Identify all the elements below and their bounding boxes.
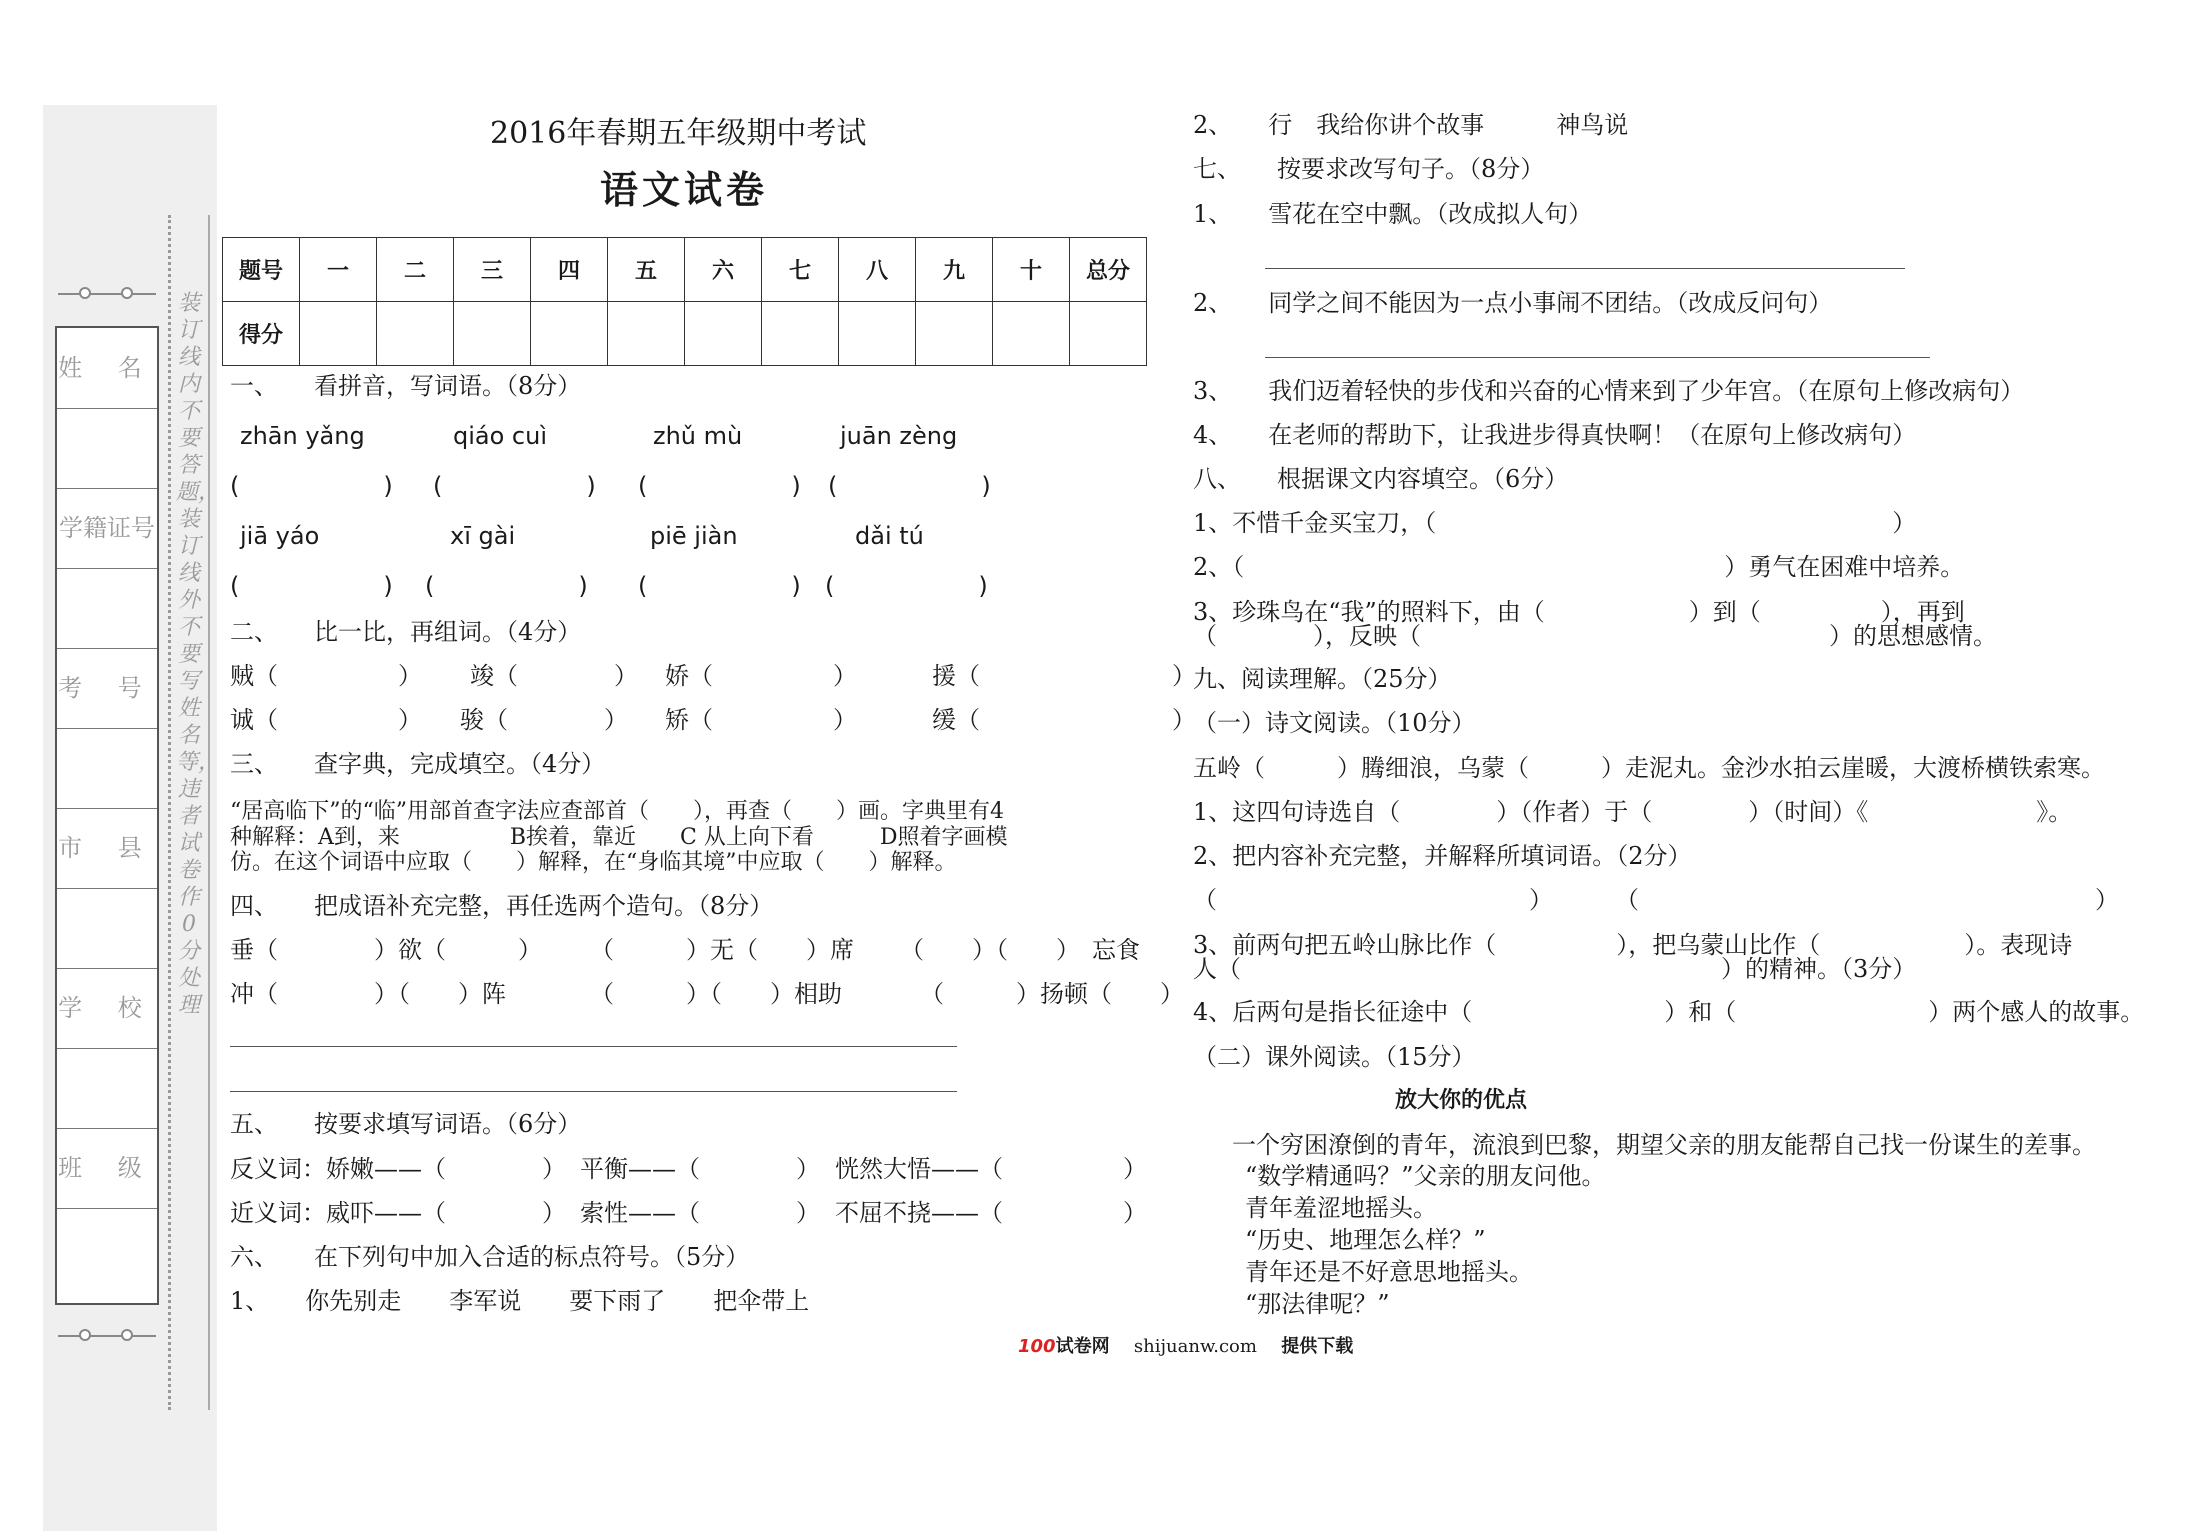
story-paragraph: “那法律呢？” <box>1245 1290 1390 1318</box>
score-row-label: 得分 <box>223 302 300 366</box>
score-cell[interactable] <box>762 302 839 366</box>
idiom-item[interactable]: （ ）（ ）相助 <box>590 980 842 1008</box>
compare-item[interactable]: 骏（ ） <box>460 706 628 734</box>
compare-item[interactable]: 诚（ ） <box>230 706 422 734</box>
rewrite-answer-line[interactable] <box>1265 268 1905 269</box>
site-url: shijuanw.com <box>1133 1336 1257 1357</box>
footer-watermark <box>1018 1338 1353 1357</box>
score-header: 八 <box>839 238 916 302</box>
score-cell[interactable] <box>300 302 377 366</box>
section-6-title: 六、 在下列句中加入合适的标点符号。（5分） <box>230 1243 750 1271</box>
score-header: 一 <box>300 238 377 302</box>
recitation-item[interactable]: 1、不惜千金买宝刀，（ ） <box>1193 509 1917 537</box>
idiom-item[interactable]: 垂（ ）欲（ ） <box>230 936 542 964</box>
word-item[interactable]: 近义词：威吓——（ ） <box>230 1199 566 1227</box>
pinyin: piē jiàn <box>650 522 738 550</box>
score-header: 二 <box>377 238 454 302</box>
rewrite-answer-line[interactable] <box>1265 357 1930 358</box>
compare-item[interactable]: 援（ ） <box>932 662 1196 690</box>
ornament-dot <box>79 287 91 299</box>
score-cell[interactable] <box>377 302 454 366</box>
pinyin: qiáo cuì <box>453 422 547 450</box>
rewrite-question: 1、 雪花在空中飘。（改成拟人句） <box>1193 200 1593 228</box>
poem-reading-title: （一）诗文阅读。（10分） <box>1193 709 1476 737</box>
ornament-dot <box>121 287 133 299</box>
binding-dotted-line <box>168 215 171 1410</box>
score-cell[interactable] <box>608 302 685 366</box>
dictionary-question: “居高临下”的“临”用部首查字法应查部首（ ），再查（ ）画。字典里有4 <box>230 799 1004 824</box>
rewrite-question: 3、 我们迈着轻快的步伐和兴奋的心情来到了少年宫。（在原句上修改病句） <box>1193 377 2025 405</box>
pinyin: dǎi tú <box>855 522 924 550</box>
story-paragraph: 青年羞涩地摇头。 <box>1245 1194 1437 1222</box>
word-item[interactable]: 反义词：娇嫩——（ ） <box>230 1155 566 1183</box>
idiom-item[interactable]: （ ）无（ ）席 <box>590 936 854 964</box>
answer-bracket[interactable]: ( ) <box>433 472 596 500</box>
poem-question[interactable]: 4、后两句是指长征途中（ ）和（ ）两个感人的故事。 <box>1193 998 2145 1026</box>
student-id-field-input[interactable] <box>57 568 157 649</box>
recitation-item[interactable]: 3、珍珠鸟在“我”的照料下，由（ ）到（ ），再到 <box>1193 598 1965 626</box>
idiom-item[interactable]: 冲（ ）（ ）阵 <box>230 980 506 1008</box>
score-header: 十 <box>993 238 1070 302</box>
compare-item[interactable]: 竣（ ） <box>470 662 638 690</box>
score-header: 三 <box>454 238 531 302</box>
poem-question[interactable]: 3、前两句把五岭山脉比作（ ），把乌蒙山比作（ ）。表现诗 <box>1193 931 2073 959</box>
score-cell[interactable] <box>839 302 916 366</box>
pinyin: zhǔ mù <box>653 422 743 450</box>
compare-item[interactable]: 娇（ ） <box>665 662 857 690</box>
ornament-dot <box>79 1329 91 1341</box>
answer-bracket[interactable]: ( ) <box>825 572 988 600</box>
score-cell[interactable] <box>685 302 762 366</box>
poem-text: 五岭（ ）腾细浪，乌蒙（ ）走泥丸。金沙水拍云崖暖，大渡桥横铁索寒。 <box>1193 754 2105 782</box>
name-field-label: 姓 名 <box>57 328 157 409</box>
site-logo-text: 试卷网 <box>1055 1336 1110 1357</box>
answer-bracket[interactable]: ( ) <box>425 572 588 600</box>
punctuation-question: 1、 你先别走 李军说 要下雨了 把伞带上 <box>230 1287 810 1315</box>
recitation-item[interactable]: （ ），反映（ ）的思想感情。 <box>1193 622 1997 650</box>
ornament-bottom <box>58 1335 156 1337</box>
compare-item[interactable]: 缓（ ） <box>932 706 1196 734</box>
score-table <box>222 237 1147 366</box>
story-paragraph: 一个穷困潦倒的青年，流浪到巴黎，期望父亲的朋友能帮自己找一份谋生的差事。 <box>1232 1131 2096 1159</box>
city-county-field-input[interactable] <box>57 888 157 969</box>
score-cell[interactable] <box>454 302 531 366</box>
section-9-title: 九、阅读理解。（25分） <box>1193 665 1452 693</box>
poem-question[interactable]: 人（ ）的精神。（3分） <box>1193 955 1917 983</box>
download-note: 提供下载 <box>1281 1336 1354 1357</box>
exam-number-field-input[interactable] <box>57 728 157 809</box>
ornament-dot <box>121 1329 133 1341</box>
word-item[interactable]: 不屈不挠——（ ） <box>835 1199 1147 1227</box>
section-1-title: 一、 看拼音，写词语。（8分） <box>230 372 582 400</box>
word-item[interactable]: 平衡——（ ） <box>580 1155 820 1183</box>
exam-title: 2016年春期五年级期中考试 <box>490 116 867 151</box>
section-8-title: 八、 根据课文内容填空。（6分） <box>1193 465 1569 493</box>
story-title: 放大你的优点 <box>1395 1088 1528 1113</box>
poem-answer-bracket[interactable]: （ ） <box>1193 886 1553 914</box>
subject-title: 语文试卷 <box>600 167 769 212</box>
sentence-answer-line[interactable] <box>230 1091 957 1092</box>
answer-bracket[interactable]: ( ) <box>230 572 393 600</box>
rewrite-question: 2、 同学之间不能因为一点小事闹不团结。（改成反问句） <box>1193 289 1833 317</box>
score-header: 题号 <box>223 238 300 302</box>
score-cell[interactable] <box>916 302 993 366</box>
student-info-box <box>55 326 159 1305</box>
word-item[interactable]: 索性——（ ） <box>580 1199 820 1227</box>
ornament-top <box>58 293 156 295</box>
section-4-title: 四、 把成语补充完整，再任选两个造句。（8分） <box>230 892 774 920</box>
name-field-input[interactable] <box>57 408 157 489</box>
story-paragraph: “历史、地理怎么样？” <box>1245 1226 1486 1254</box>
rewrite-question: 4、 在老师的帮助下，让我进步得真快啊！（在原句上修改病句） <box>1193 421 1917 449</box>
pinyin: jiā yáo <box>240 522 320 550</box>
section-7-title: 七、 按要求改写句子。（8分） <box>1193 155 1545 183</box>
sentence-answer-line[interactable] <box>230 1046 957 1047</box>
dictionary-question: 种解释：A到，来 B挨着，靠近 C 从上向下看 D照着字画模 <box>230 825 1008 850</box>
compare-item[interactable]: 矫（ ） <box>665 706 857 734</box>
class-field-input[interactable] <box>57 1208 157 1301</box>
answer-bracket[interactable]: ( ) <box>638 572 801 600</box>
score-cell[interactable] <box>531 302 608 366</box>
binding-seal-text: 装订线内不要答题，装订线外不要写姓名等，违者试卷作0分处理 <box>176 291 221 1018</box>
compare-item[interactable]: 贼（ ） <box>230 662 422 690</box>
story-paragraph: “数学精通吗？”父亲的朋友问他。 <box>1245 1162 1606 1190</box>
exam-number-field-label: 考 号 <box>57 648 157 729</box>
score-header: 九 <box>916 238 993 302</box>
section-5-title: 五、 按要求填写词语。（6分） <box>230 1110 582 1138</box>
story-paragraph: 青年还是不好意思地摇头。 <box>1245 1258 1533 1286</box>
punctuation-question: 2、 行 我给你讲个故事 神鸟说 <box>1193 111 1629 139</box>
answer-bracket[interactable]: ( ) <box>638 472 801 500</box>
score-header: 四 <box>531 238 608 302</box>
answer-bracket[interactable]: ( ) <box>230 472 393 500</box>
student-id-field-label: 学籍证号 <box>57 488 157 569</box>
answer-bracket[interactable]: ( ) <box>828 472 991 500</box>
score-header: 总分 <box>1070 238 1147 302</box>
poem-answer-bracket[interactable]: （ ） <box>1615 886 2119 914</box>
section-3-title: 三、 查字典，完成填空。（4分） <box>230 750 606 778</box>
poem-question: 2、把内容补充完整，并解释所填词语。（2分） <box>1193 842 1692 870</box>
score-cell[interactable] <box>1070 302 1147 366</box>
recitation-item[interactable]: 2、（ ）勇气在困难中培养。 <box>1193 553 1965 581</box>
site-logo: 100 <box>1018 1336 1056 1357</box>
score-header: 六 <box>685 238 762 302</box>
city-county-field-label: 市 县 <box>57 808 157 889</box>
pinyin: xī gài <box>450 522 516 550</box>
binding-line <box>208 215 210 1410</box>
word-item[interactable]: 恍然大悟——（ ） <box>835 1155 1147 1183</box>
class-field-label: 班 级 <box>57 1128 157 1209</box>
score-header: 七 <box>762 238 839 302</box>
idiom-item[interactable]: （ ）扬顿（ ） <box>920 980 1184 1008</box>
dictionary-question: 仿。在这个词语中应取（ ）解释，在“身临其境”中应取（ ）解释。 <box>230 850 957 875</box>
school-field-label: 学 校 <box>57 968 157 1049</box>
score-cell[interactable] <box>993 302 1070 366</box>
section-2-title: 二、 比一比，再组词。（4分） <box>230 618 582 646</box>
pinyin: zhān yǎng <box>240 422 365 450</box>
extra-reading-title: （二）课外阅读。（15分） <box>1193 1043 1476 1071</box>
score-header: 五 <box>608 238 685 302</box>
idiom-item[interactable]: （ ）（ ） 忘食 <box>900 936 1140 964</box>
poem-question[interactable]: 1、这四句诗选自（ ）（作者）于（ ）（时间）《 》。 <box>1193 798 2073 826</box>
pinyin: juān zèng <box>840 422 958 450</box>
school-field-input[interactable] <box>57 1048 157 1129</box>
